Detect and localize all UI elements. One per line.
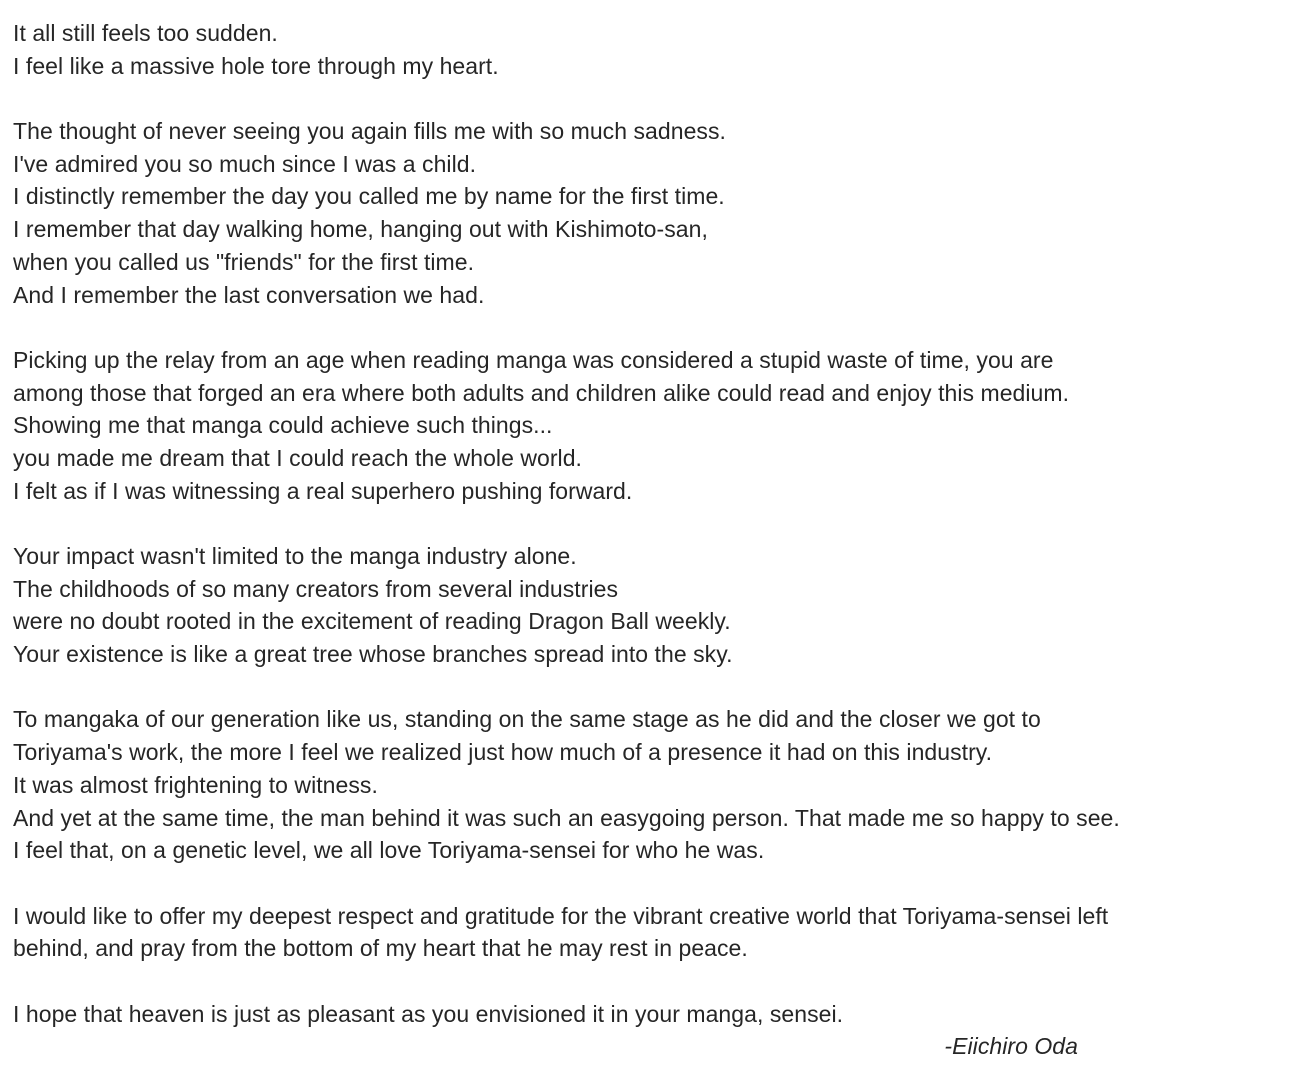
text-line: I would like to offer my deepest respect and gratitude for the vibrant creative world that Toriyama-sensei left <box>13 902 1109 929</box>
paragraph-3 <box>13 344 1298 507</box>
text-line: I remember that day walking home, hanging out with Kishimoto-san, <box>13 216 708 243</box>
paragraph-2 <box>13 115 1298 311</box>
text-line: I distinctly remember the day you called me by name for the first time. <box>13 183 725 210</box>
text-line: Your existence is like a great tree whose branches spread into the sky. <box>13 641 733 668</box>
text-line: To mangaka of our generation like us, standing on the same stage as he did and the closer we got to <box>13 706 1041 733</box>
text-line: The thought of never seeing you again fills me with so much sadness. <box>13 118 726 145</box>
text-line: you made me dream that I could reach the whole world. <box>13 444 583 471</box>
text-line: I feel like a massive hole tore through my heart. <box>13 52 499 79</box>
paragraph-7 <box>13 998 1298 1063</box>
paragraph-1 <box>13 17 1298 82</box>
text-line: And I remember the last conversation we had. <box>13 281 485 308</box>
text-line: Your impact wasn't limited to the manga industry alone. <box>13 543 577 569</box>
text-line: I feel that, on a genetic level, we all love Toriyama-sensei for who he was. <box>13 837 765 864</box>
text-line: Showing me that manga could achieve such things... <box>13 412 553 439</box>
letter-body <box>13 17 1298 1063</box>
text-line: And yet at the same time, the man behind it was such an easygoing person. That made me so happy to see. <box>13 804 1120 831</box>
text-line: were no doubt rooted in the excitement of reading Dragon Ball weekly. <box>13 608 731 635</box>
text-line: Picking up the relay from an age when reading manga was considered a stupid waste of time, you are <box>13 346 1054 373</box>
text-line: I felt as if I was witnessing a real superhero pushing forward. <box>13 477 633 504</box>
text-line: when you called us "friends" for the first time. <box>13 248 475 275</box>
text-line: It all still feels too sudden. <box>13 20 278 46</box>
text-line: Toriyama's work, the more I feel we realized just how much of a presence it had on this industry. <box>13 739 993 766</box>
text-line: I've admired you so much since I was a child. <box>13 150 477 177</box>
paragraph-6 <box>13 900 1298 965</box>
text-line: behind, and pray from the bottom of my heart that he may rest in peace. <box>13 935 748 962</box>
signature: -Eiichiro Oda <box>944 1033 1078 1060</box>
text-line: It was almost frightening to witness. <box>13 771 378 798</box>
text-line: The childhoods of so many creators from several industries <box>13 575 618 602</box>
paragraph-5 <box>13 703 1298 866</box>
paragraph-4 <box>13 540 1298 671</box>
text-line: among those that forged an era where both adults and children alike could read and enjoy this medium. <box>13 379 1070 406</box>
text-line: I hope that heaven is just as pleasant as you envisioned it in your manga, sensei. <box>13 1000 844 1027</box>
